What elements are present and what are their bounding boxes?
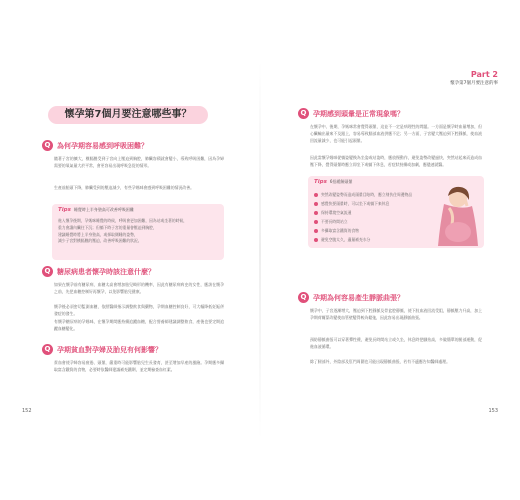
pregnant-woman-illustration [432, 184, 484, 246]
question-heading: Q 糖尿病患者懷孕時該注意什麼？ [42, 266, 155, 277]
right-page [262, 0, 520, 500]
paragraph: 預防靜脈曲張可以穿著彈性襪，避免長時間站立或久坐，休息時把腳抬高，多做簡單的腿部運動，促進血液循環。 [310, 337, 482, 349]
q-badge-icon: Q [42, 140, 53, 151]
list-item: 避免空腹太久，適量補充水分 [314, 235, 426, 244]
paragraph: 在懷孕中、後期，孕媽咪常會覺得頭暈，這並不一定是病理性的問題。一方面是懷孕時血量增加，但心臟輸出量來不及跟上，容易導致腦部血液供應不足；另一方面，子宮變大壓迫到下腔靜脈，使血液回流量減少，也可能引起頭暈。 [310, 124, 482, 143]
list-item: 保持環境空氣流通 [314, 208, 426, 217]
question-heading: Q 孕期貧血對孕婦及胎兒有何影響？ [42, 344, 162, 355]
page-title: 懷孕第7個月要注意哪些事？ [48, 106, 208, 124]
tip-text: 進入懷孕後期，孕媽咪睡覺的時候，呼吸會更加困難，因為站或坐著的時候， 重力會讓內臟往下沉；但躺下時子宮的重量會壓迫到胸腔， 建議睡覺時將上半身墊高，或採取側睡的姿勢， 減少子宮對橫膈膜的壓迫，改善呼吸困難的狀況。 [58, 218, 188, 244]
list-item: 多攝取富含鐵質的食物 [314, 226, 426, 235]
bullet-dot-icon [314, 229, 318, 233]
list-item: 不要長時間站立 [314, 217, 426, 226]
question-heading: Q 孕期感到頭暈是正常現象嗎？ [298, 108, 404, 119]
bullet-dot-icon [314, 202, 318, 206]
question-heading: Q 孕期為何容易產生靜脈曲張？ [298, 292, 404, 303]
page-number: 152 [22, 408, 32, 414]
question-heading: Q 為何孕期容易感到呼吸困難？ [42, 140, 148, 151]
paragraph: 有懷孕糖尿病的孕媽咪，在懷孕期間應持續追蹤血糖，配合營養師建議調整飲食，產後也要定期追蹤血糖變化。 [54, 319, 224, 331]
q-badge-icon: Q [42, 344, 53, 355]
bullet-dot-icon [314, 211, 318, 215]
bullet-dot-icon [314, 193, 318, 197]
bullet-dot-icon [314, 220, 318, 224]
part-label: Part 2 懷孕第7個月要注意的事 [450, 70, 498, 86]
q-badge-icon: Q [42, 266, 53, 277]
paragraph: 懷孕後必須密切監測血糖，依照醫師指示調整飲食與藥物，孕期血糖控制良好，可大幅降低妊娠併發症的發生。 [54, 304, 224, 316]
list-item: 突然改變姿勢而造成頭暈目眩時，應立刻扶住周邊物品 [314, 190, 426, 199]
left-page [0, 0, 258, 500]
tip-list [314, 190, 426, 244]
paragraph: 貧血會使孕婦容易疲倦、頭暈，嚴重時可能影響胎兒生長發育，甚至增加早產的風險。孕期應多攝取富含鐵質的食物，必要時依醫師建議補充鐵劑，並定期檢查血紅素。 [54, 360, 224, 372]
paragraph: 除了腿部外，外陰部及肛門周圍也可能出現靜脈曲張，若有不適應告知醫師處理。 [310, 359, 451, 364]
paragraph: 生產前胎頭下降，肺臟受到的壓迫減少，有些孕媽咪會感到呼吸困難的情況改善。 [54, 185, 195, 190]
bullet-dot-icon [314, 238, 318, 242]
q-badge-icon: Q [298, 108, 309, 119]
paragraph: 懷孕中，子宮逐漸增大，壓迫到下腔靜脈及骨盆腔靜脈，使下肢血液回流受阻，靜脈壓力升高，加上孕期荷爾蒙改變使血管壁變得較為鬆弛，因此容易出現靜脈曲張。 [310, 308, 482, 320]
page-number: 153 [488, 408, 498, 414]
tip-heading: Tips 6招緩解頭暈 [314, 179, 353, 185]
tip-heading: Tips 睡覺時上半身墊高可改善呼吸困難 [58, 207, 134, 213]
q-badge-icon: Q [298, 292, 309, 303]
paragraph: 隨著子宮的擴大，橫膈膜受到子宮向上壓迫到胸腔，肺臟容積就會變小，導致呼吸困難，因為孕婦需要的氧氣量大於平常，會更容易出現呼吸急促的情形。 [54, 156, 224, 168]
gutter-shadow [259, 60, 261, 440]
list-item: 感覺快要頭暈時，可以坐下或躺下來休息 [314, 199, 426, 208]
paragraph: 如果在懷孕前有糖尿病，血糖太高會增加胎兒畸形的機率，因此有糖尿病病史的女性，應該在懷孕之前，先把血糖控制好再懷孕，以免影響胎兒健康。 [54, 282, 224, 294]
paragraph: 因此當懷孕媽咪從躺姿變換為坐姿或站姿時，應放慢動作，避免姿勢改變過快，突然站起來而造成血壓下降，覺得頭暈時應立即坐下或躺下休息，若症狀持續或加劇，應儘速就醫。 [310, 155, 482, 167]
